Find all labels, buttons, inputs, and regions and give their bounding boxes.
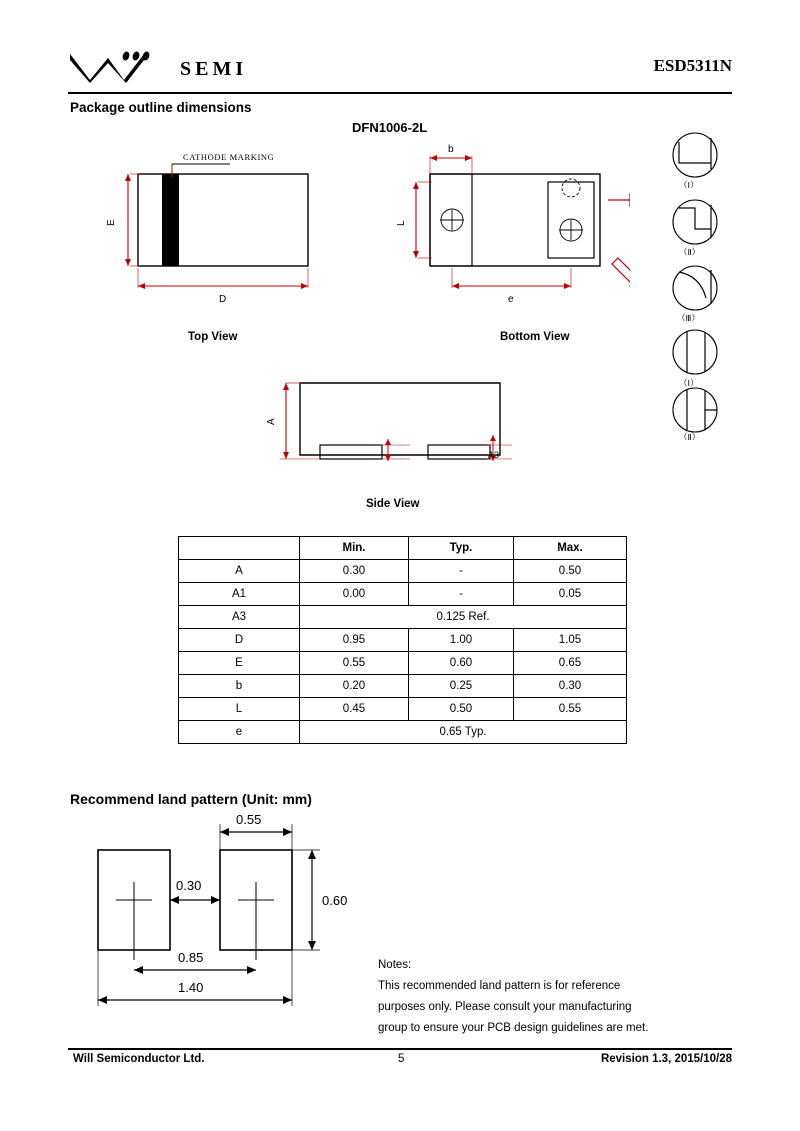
- cell-max: 0.05: [514, 583, 627, 606]
- cell-min: 0.95: [300, 629, 409, 652]
- dimension-table: [178, 536, 627, 744]
- cell-max: 0.55: [514, 698, 627, 721]
- land-pattern-drawing: [80, 810, 380, 1020]
- dim-label-e: e: [508, 294, 514, 305]
- dim-label-b: b: [448, 144, 454, 155]
- table-row: [179, 606, 627, 629]
- side-view-label: Side View: [366, 498, 420, 510]
- land-dim-0-55: 0.55: [236, 812, 262, 827]
- detail2-label-II: （Ⅱ）: [679, 432, 701, 440]
- footer-divider: [68, 1048, 732, 1050]
- cell-typ: 0.50: [409, 698, 514, 721]
- cell-symbol: A3: [179, 606, 300, 629]
- will-logo-icon: [68, 50, 178, 84]
- package-name: DFN1006-2L: [352, 120, 428, 135]
- dimension-table-body: [179, 560, 627, 744]
- cell-max: 0.30: [514, 675, 627, 698]
- land-dim-0-85: 0.85: [178, 950, 204, 965]
- cell-max: 0.50: [514, 560, 627, 583]
- table-row: [179, 583, 627, 606]
- top-view-drawing: [100, 140, 330, 320]
- dim-label-L: L: [396, 220, 407, 226]
- dim-label-A3: A3: [488, 450, 500, 460]
- header-symbol: [179, 537, 300, 560]
- cell-symbol: e: [179, 721, 300, 744]
- detail-label-I: （Ⅰ）: [679, 180, 699, 190]
- notes-line-2: purposes only. Please consult your manufacturing: [378, 1001, 632, 1013]
- part-number: ESD5311N: [653, 56, 732, 75]
- cell-typ: 0.25: [409, 675, 514, 698]
- dimension-table-head: [179, 537, 627, 560]
- top-view-label: Top View: [188, 331, 238, 343]
- land-dim-1-40: 1.40: [178, 980, 204, 995]
- notes-block: [378, 955, 708, 1039]
- dim-label-A: A: [266, 418, 277, 425]
- detail-label-III: （Ⅲ）: [677, 313, 700, 323]
- section-title-land-pattern: Recommend land pattern (Unit: mm): [70, 791, 312, 807]
- cell-symbol: E: [179, 652, 300, 675]
- detail-label-II: （Ⅱ）: [679, 247, 701, 257]
- logo-text: SEMI: [180, 58, 248, 80]
- notes-title: Notes:: [378, 959, 412, 971]
- notes-line-1: This recommended land pattern is for reference: [378, 980, 621, 992]
- bottom-view-label: Bottom View: [500, 331, 570, 343]
- table-row: [179, 675, 627, 698]
- cell-min: 0.30: [300, 560, 409, 583]
- cell-min: 0.00: [300, 583, 409, 606]
- page-footer: [68, 1053, 732, 1071]
- table-row: [179, 629, 627, 652]
- table-row: [179, 698, 627, 721]
- dim-label-E: E: [106, 219, 117, 226]
- cell-max: 1.05: [514, 629, 627, 652]
- cell-typ: -: [409, 583, 514, 606]
- cell-min: 0.55: [300, 652, 409, 675]
- cell-span-value: 0.125 Ref.: [300, 606, 627, 629]
- detail2-label-I: （Ⅰ）: [679, 378, 699, 388]
- land-dim-0-30: 0.30: [176, 878, 202, 893]
- corner-detail-drawings: [650, 130, 740, 440]
- cell-symbol: b: [179, 675, 300, 698]
- cell-typ: 1.00: [409, 629, 514, 652]
- dim-label-D: D: [219, 294, 227, 305]
- cell-symbol: A1: [179, 583, 300, 606]
- table-row: [179, 560, 627, 583]
- cell-max: 0.65: [514, 652, 627, 675]
- cell-min: 0.20: [300, 675, 409, 698]
- notes-line-3: group to ensure your PCB design guidelines are met.: [378, 1022, 649, 1034]
- table-row: [179, 652, 627, 675]
- footer-revision: Revision 1.3, 2015/10/28: [600, 1053, 732, 1065]
- cell-min: 0.45: [300, 698, 409, 721]
- bottom-view-drawing: [390, 140, 630, 320]
- header-typ: Typ.: [409, 537, 514, 560]
- table-header-row: [179, 537, 627, 560]
- cell-symbol: A: [179, 560, 300, 583]
- company-logo: [68, 46, 318, 90]
- cathode-marking-label: CATHODE MARKING: [183, 152, 275, 162]
- footer-company: Will Semiconductor Ltd.: [73, 1053, 205, 1065]
- section-title-package-outline: Package outline dimensions: [70, 100, 252, 115]
- page-header: [68, 46, 732, 98]
- cell-symbol: D: [179, 629, 300, 652]
- header-divider: [68, 92, 732, 94]
- cell-span-value: 0.65 Typ.: [300, 721, 627, 744]
- cell-typ: 0.60: [409, 652, 514, 675]
- table-row: [179, 721, 627, 744]
- header-min: Min.: [300, 537, 409, 560]
- cell-typ: -: [409, 560, 514, 583]
- header-max: Max.: [514, 537, 627, 560]
- footer-page-number: 5: [398, 1053, 405, 1065]
- side-view-drawing: [260, 365, 540, 485]
- cell-symbol: L: [179, 698, 300, 721]
- land-dim-0-60: 0.60: [322, 893, 348, 908]
